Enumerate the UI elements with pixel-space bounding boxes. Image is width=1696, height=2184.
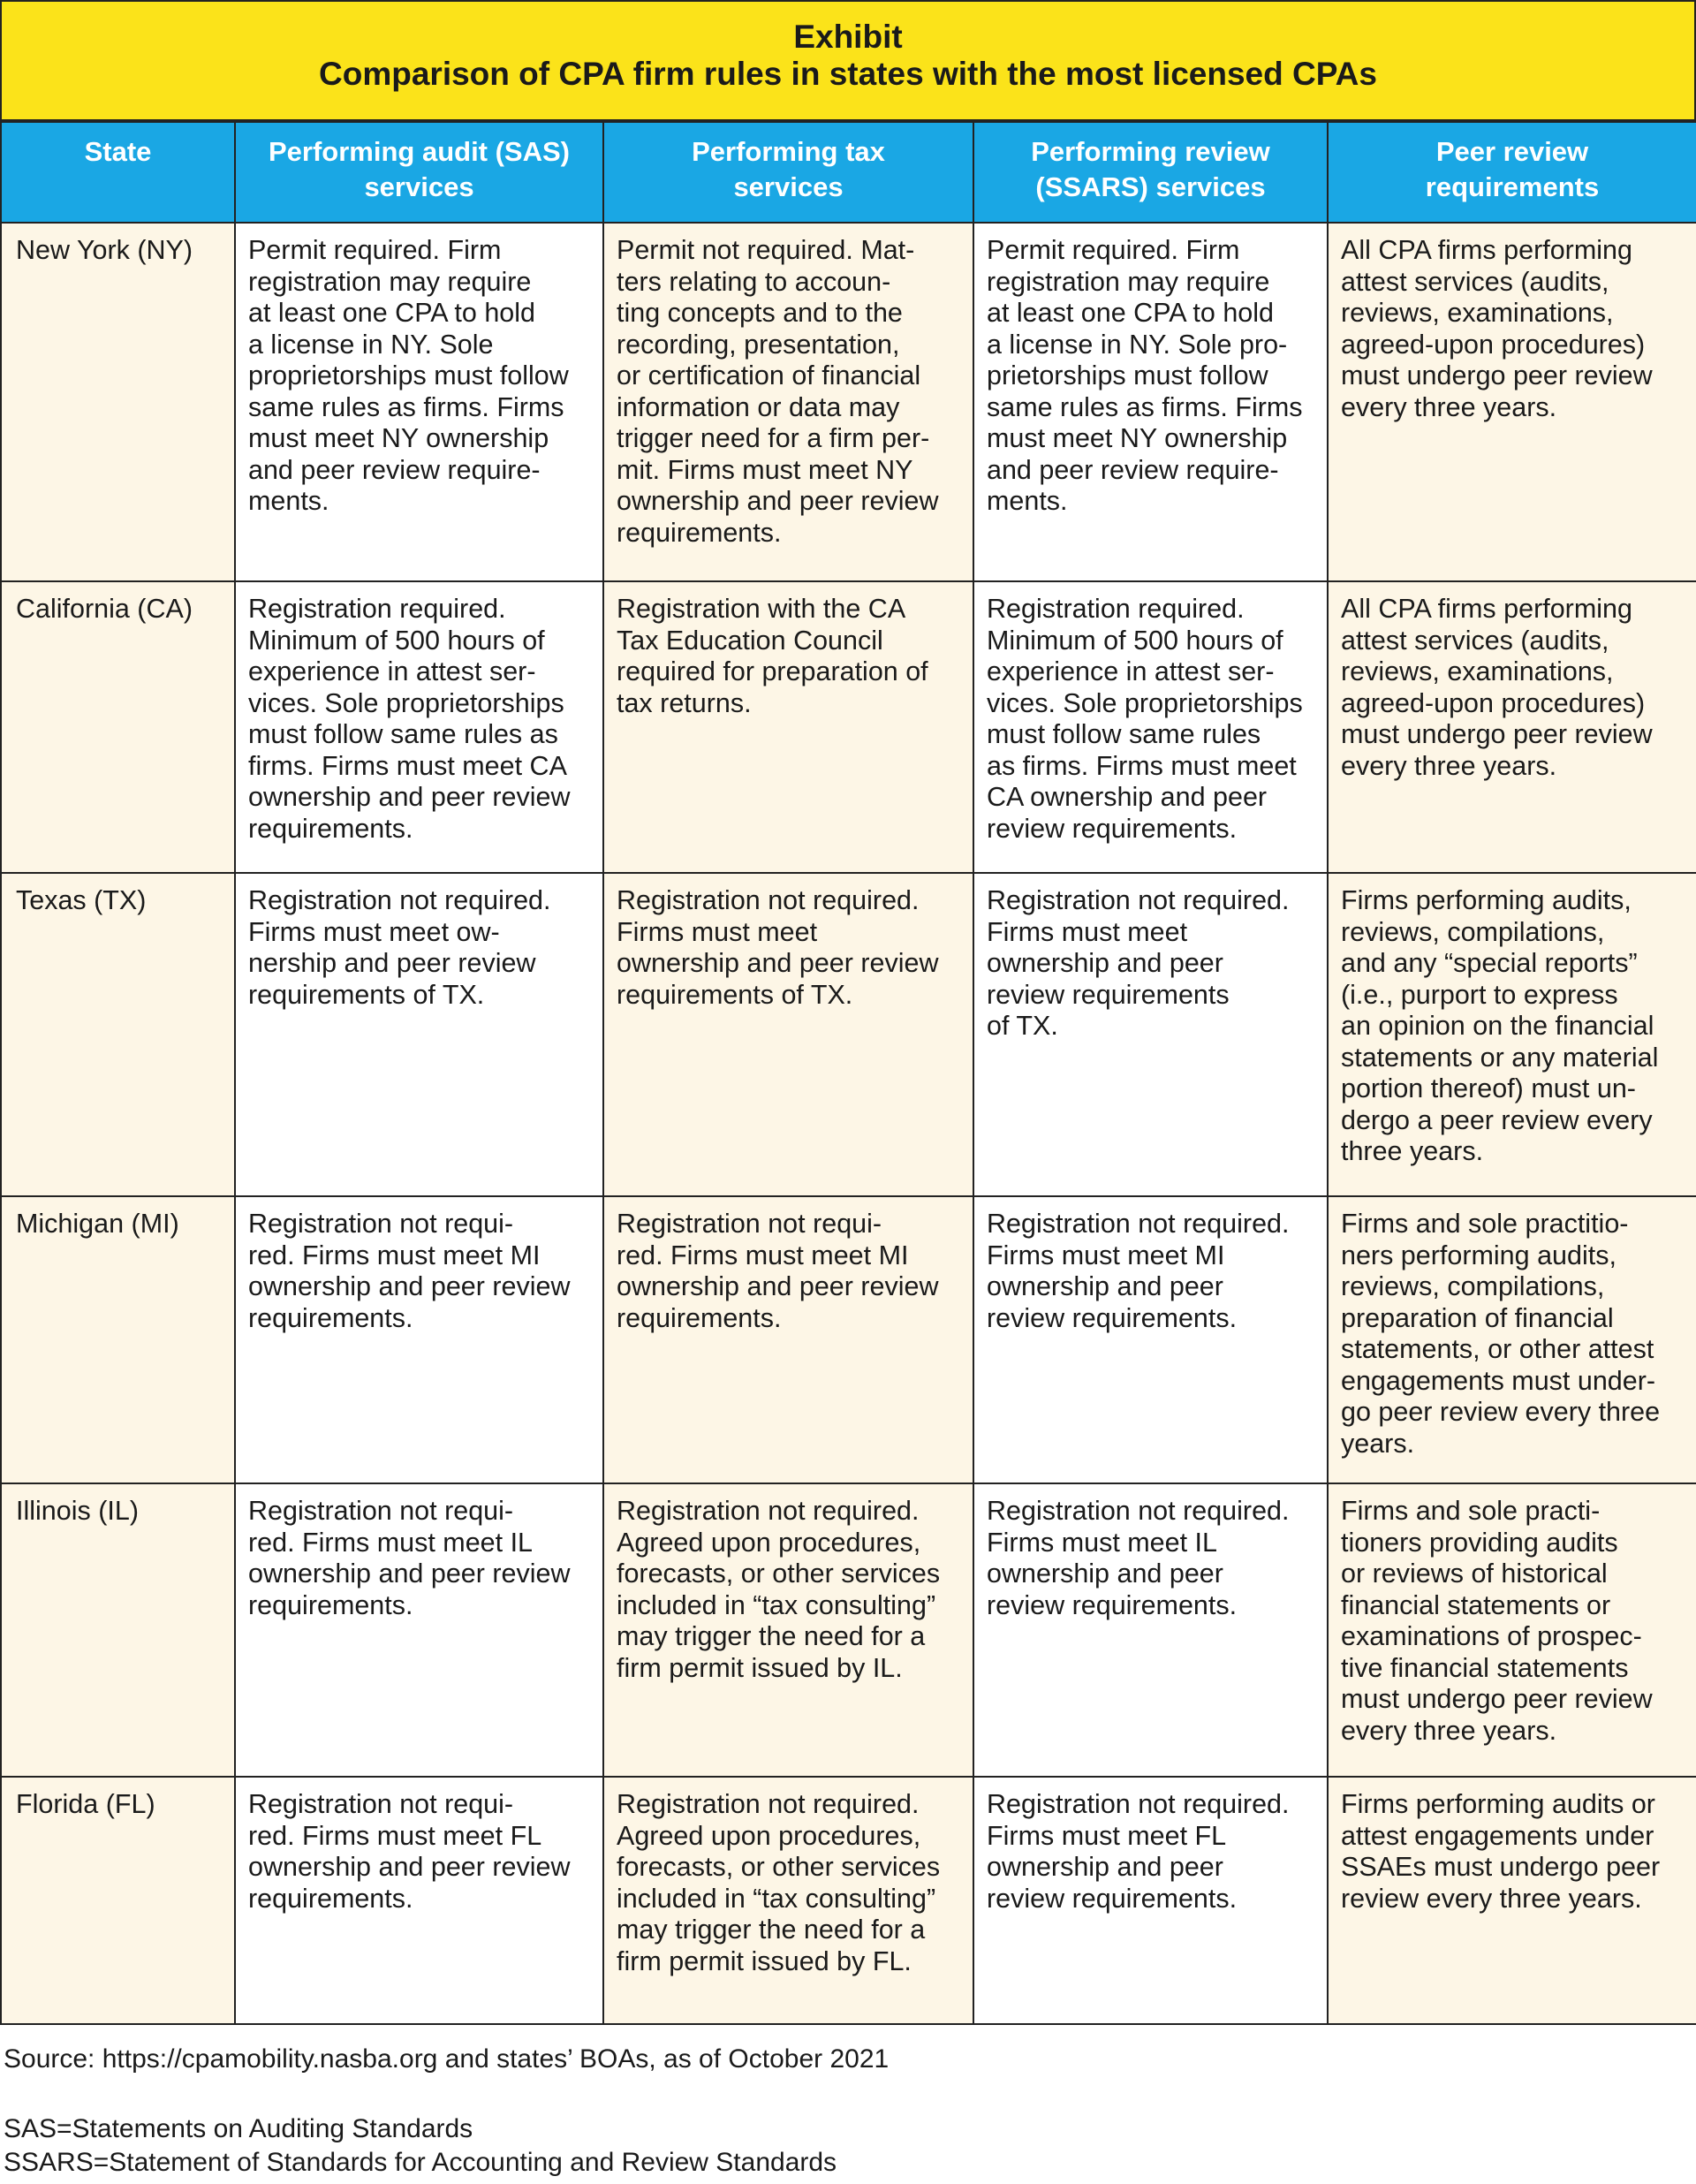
column-header-review: Performing review (SSARS) services [973, 122, 1328, 223]
peer-review-cell: All CPA firms performing attest services (audits, reviews, examinations, agreed-upon procedures) must undergo peer review every three years. [1328, 581, 1696, 873]
footer-notes [0, 2032, 1696, 2184]
state-cell: Florida (FL) [1, 1777, 235, 2024]
table-row [1, 581, 1696, 873]
exhibit-label: Exhibit [793, 19, 903, 55]
column-header-peer-review: Peer review requirements [1328, 122, 1696, 223]
state-cell: New York (NY) [1, 223, 235, 581]
state-cell: Michigan (MI) [1, 1196, 235, 1483]
tax-cell: Registration not required. Agreed upon procedures, forecasts, or other services included in “tax consulting” may trigger the need for a firm permit issued by FL. [603, 1777, 973, 2024]
audit-cell: Registration not requi- red. Firms must meet MI ownership and peer review requirements. [235, 1196, 603, 1483]
audit-cell: Registration not requi- red. Firms must meet FL ownership and peer review requirements. [235, 1777, 603, 2024]
table-row [1, 873, 1696, 1196]
tax-cell: Registration with the CA Tax Education Council required for preparation of tax returns. [603, 581, 973, 873]
review-cell: Registration required. Minimum of 500 hours of experience in attest ser- vices. Sole proprietorships must follow same rules as firms. Firms must meet CA ownership and peer review requirements. [973, 581, 1328, 873]
ssars-definition: SSARS=Statement of Standards for Accounting and Review Standards [4, 2148, 837, 2177]
state-cell: Illinois (IL) [1, 1483, 235, 1777]
sas-definition: SAS=Statements on Auditing Standards [4, 2114, 473, 2143]
peer-review-cell: Firms and sole practi- tioners providing audits or reviews of historical financial statements or examinations of prospec- tive financial statements must undergo peer review every three years. [1328, 1483, 1696, 1777]
column-header-audit: Performing audit (SAS) services [235, 122, 603, 223]
audit-cell: Registration not requi- red. Firms must meet IL ownership and peer review requirements. [235, 1483, 603, 1777]
tax-cell: Registration not required. Firms must meet ownership and peer review requirements of TX. [603, 873, 973, 1196]
review-cell: Registration not required. Firms must meet ownership and peer review requirements of TX. [973, 873, 1328, 1196]
review-cell: Registration not required. Firms must meet MI ownership and peer review requirements. [973, 1196, 1328, 1483]
tax-cell: Permit not required. Mat- ters relating to accoun- ting concepts and to the recording, presentation, or certification of financial information or data may trigger need for a firm per- mit. Firms must meet NY ownership and peer review requirements. [603, 223, 973, 581]
state-cell: Texas (TX) [1, 873, 235, 1196]
peer-review-cell: Firms and sole practitio- ners performing audits, reviews, compilations, preparation of financial statements, or other attest engagements must under- go peer review every three years. [1328, 1196, 1696, 1483]
review-cell: Registration not required. Firms must meet FL ownership and peer review requirements. [973, 1777, 1328, 2024]
source-note: Source: https://cpamobility.nasba.org and states’ BOAs, as of October 2021 [4, 2044, 890, 2074]
tax-cell: Registration not required. Agreed upon procedures, forecasts, or other services included in “tax consulting” may trigger the need for a firm permit issued by IL. [603, 1483, 973, 1777]
table-row [1, 223, 1696, 581]
tax-cell: Registration not requi- red. Firms must meet MI ownership and peer review requirements. [603, 1196, 973, 1483]
review-cell: Permit required. Firm registration may require at least one CPA to hold a license in NY. Sole pro- prietorships must follow same rules as firms. Firms must meet NY ownership and peer review require- ments. [973, 223, 1328, 581]
table-header-row [1, 122, 1696, 223]
peer-review-cell: All CPA firms performing attest services (audits, reviews, examinations, agreed-upon procedures) must undergo peer review every three years. [1328, 223, 1696, 581]
column-header-tax: Performing tax services [603, 122, 973, 223]
review-cell: Registration not required. Firms must meet IL ownership and peer review requirements. [973, 1483, 1328, 1777]
table-row [1, 1196, 1696, 1483]
peer-review-cell: Firms performing audits or attest engagements under SSAEs must undergo peer review every three years. [1328, 1777, 1696, 2024]
column-header-state: State [1, 122, 235, 223]
table-row [1, 1483, 1696, 1777]
exhibit-subtitle: Comparison of CPA firm rules in states with the most licensed CPAs [319, 56, 1377, 92]
comparison-table [0, 121, 1696, 2025]
audit-cell: Registration not required. Firms must meet ow- nership and peer review requirements of TX. [235, 873, 603, 1196]
exhibit-title [0, 0, 1696, 121]
peer-review-cell: Firms performing audits, reviews, compilations, and any “special reports” (i.e., purport to express an opinion on the financial statements or any material portion thereof) must un- dergo a peer review every three years. [1328, 873, 1696, 1196]
audit-cell: Permit required. Firm registration may require at least one CPA to hold a license in NY. Sole proprietorships must follow same rules as firms. Firms must meet NY ownership and peer review require- ments. [235, 223, 603, 581]
state-cell: California (CA) [1, 581, 235, 873]
audit-cell: Registration required. Minimum of 500 hours of experience in attest ser- vices. Sole proprietorships must follow same rules as firms. Firms must meet CA ownership and peer review requirements. [235, 581, 603, 873]
table-row [1, 1777, 1696, 2024]
